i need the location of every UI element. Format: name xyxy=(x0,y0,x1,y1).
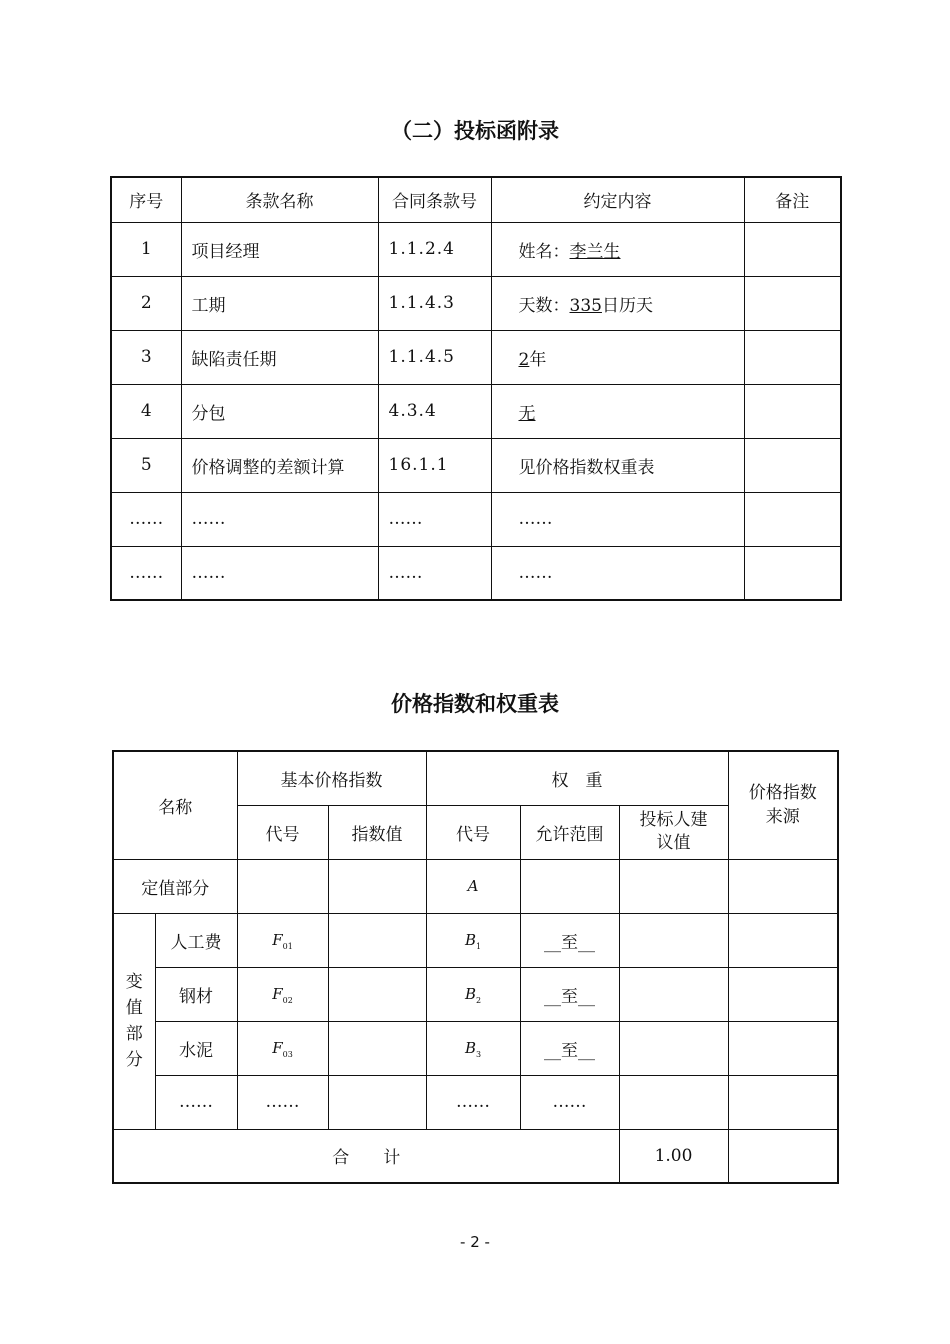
row-clause: 1.1.2.4 xyxy=(378,222,491,276)
row-remark xyxy=(744,276,841,330)
row-remark xyxy=(744,222,841,276)
row-no: 1 xyxy=(111,222,181,276)
table-row xyxy=(111,492,841,546)
fixed-code-cell xyxy=(237,859,328,913)
row-remark xyxy=(744,330,841,384)
table-row xyxy=(113,913,838,967)
item-code: $F_{01}$ xyxy=(237,913,328,967)
weights-table-title: 价格指数和权重表 xyxy=(391,692,559,716)
row-name: 分包 xyxy=(181,384,378,438)
row-name: 缺陷责任期 xyxy=(181,330,378,384)
row-remark xyxy=(744,384,841,438)
row-no: 2 xyxy=(111,276,181,330)
total-source-cell xyxy=(728,1129,838,1183)
row-remark xyxy=(744,546,841,600)
total-label: 合 计 xyxy=(113,1129,619,1183)
header-index-value: 指数值 xyxy=(328,805,426,859)
item-name: …… xyxy=(155,1075,237,1129)
table-row xyxy=(113,1075,838,1129)
row-no: 5 xyxy=(111,438,181,492)
fixed-source-cell xyxy=(728,859,838,913)
row-clause: …… xyxy=(378,492,491,546)
fixed-part-row xyxy=(113,859,838,913)
item-index-value xyxy=(328,1075,426,1129)
row-clause: …… xyxy=(378,546,491,600)
item-code: $F_{02}$ xyxy=(237,967,328,1021)
item-source xyxy=(728,967,838,1021)
header-row-1 xyxy=(113,751,838,805)
table-row xyxy=(111,222,841,276)
row-clause: 4.3.4 xyxy=(378,384,491,438)
row-name: 价格调整的差额计算 xyxy=(181,438,378,492)
row-content: 姓名：李兰生 xyxy=(491,222,744,276)
table-row xyxy=(113,1021,838,1075)
header-clause-no: 合同条款号 xyxy=(378,177,491,222)
item-range: __至__ xyxy=(520,1021,619,1075)
fixed-range-cell xyxy=(520,859,619,913)
fixed-weight-code: A xyxy=(426,859,520,913)
page-number: - 2 - xyxy=(460,1233,490,1251)
item-code: $F_{03}$ xyxy=(237,1021,328,1075)
header-clause-name: 条款名称 xyxy=(181,177,378,222)
header-no: 序号 xyxy=(111,177,181,222)
row-name: 工期 xyxy=(181,276,378,330)
row-clause: 16.1.1 xyxy=(378,438,491,492)
header-name: 名称 xyxy=(113,751,237,859)
item-range: …… xyxy=(520,1075,619,1129)
row-no: …… xyxy=(111,546,181,600)
row-name: 项目经理 xyxy=(181,222,378,276)
item-bid-value xyxy=(619,913,728,967)
fixed-index-cell xyxy=(328,859,426,913)
row-content: …… xyxy=(491,492,744,546)
item-bid-value xyxy=(619,1075,728,1129)
row-content: 2年 xyxy=(491,330,744,384)
header-content: 约定内容 xyxy=(491,177,744,222)
item-code: …… xyxy=(237,1075,328,1129)
row-clause: 1.1.4.3 xyxy=(378,276,491,330)
bid-appendix-table xyxy=(110,176,842,601)
item-range: __至__ xyxy=(520,913,619,967)
header-weight-code: 代号 xyxy=(426,805,520,859)
price-index-weight-table xyxy=(112,750,839,1184)
row-content: 天数：335日历天 xyxy=(491,276,744,330)
row-no: 3 xyxy=(111,330,181,384)
fixed-bid-cell xyxy=(619,859,728,913)
row-name: …… xyxy=(181,546,378,600)
item-index-value xyxy=(328,967,426,1021)
header-code: 代号 xyxy=(237,805,328,859)
item-source xyxy=(728,1075,838,1129)
header-bid-value: 投标人建议值 xyxy=(619,805,728,859)
item-range: __至__ xyxy=(520,967,619,1021)
item-weight-code: $B_1$ xyxy=(426,913,520,967)
table-row xyxy=(111,330,841,384)
table-row xyxy=(111,438,841,492)
row-clause: 1.1.4.5 xyxy=(378,330,491,384)
row-remark xyxy=(744,492,841,546)
header-remark: 备注 xyxy=(744,177,841,222)
total-row xyxy=(113,1129,838,1183)
item-source xyxy=(728,1021,838,1075)
row-no: 4 xyxy=(111,384,181,438)
row-content: 无 xyxy=(491,384,744,438)
item-weight-code: $B_3$ xyxy=(426,1021,520,1075)
row-remark xyxy=(744,438,841,492)
item-name: 人工费 xyxy=(155,913,237,967)
item-weight-code: …… xyxy=(426,1075,520,1129)
table-header-row xyxy=(111,177,841,222)
table-row xyxy=(111,276,841,330)
header-allowed-range: 允许范围 xyxy=(520,805,619,859)
header-weight: 权 重 xyxy=(426,751,728,805)
item-index-value xyxy=(328,913,426,967)
row-no: …… xyxy=(111,492,181,546)
row-content: …… xyxy=(491,546,744,600)
row-content: 见价格指数权重表 xyxy=(491,438,744,492)
item-bid-value xyxy=(619,967,728,1021)
header-base-index: 基本价格指数 xyxy=(237,751,426,805)
variable-part-label: 变 值 部 分 xyxy=(113,913,155,1129)
header-index-source: 价格指数来源 xyxy=(728,751,838,859)
table-row xyxy=(113,967,838,1021)
item-index-value xyxy=(328,1021,426,1075)
table-row xyxy=(111,546,841,600)
row-name: …… xyxy=(181,492,378,546)
page-title: （二）投标函附录 xyxy=(391,119,559,143)
item-weight-code: $B_2$ xyxy=(426,967,520,1021)
item-name: 水泥 xyxy=(155,1021,237,1075)
item-source xyxy=(728,913,838,967)
item-bid-value xyxy=(619,1021,728,1075)
total-value: 1.00 xyxy=(619,1129,728,1183)
item-name: 钢材 xyxy=(155,967,237,1021)
fixed-part-label: 定值部分 xyxy=(113,859,237,913)
table-row xyxy=(111,384,841,438)
